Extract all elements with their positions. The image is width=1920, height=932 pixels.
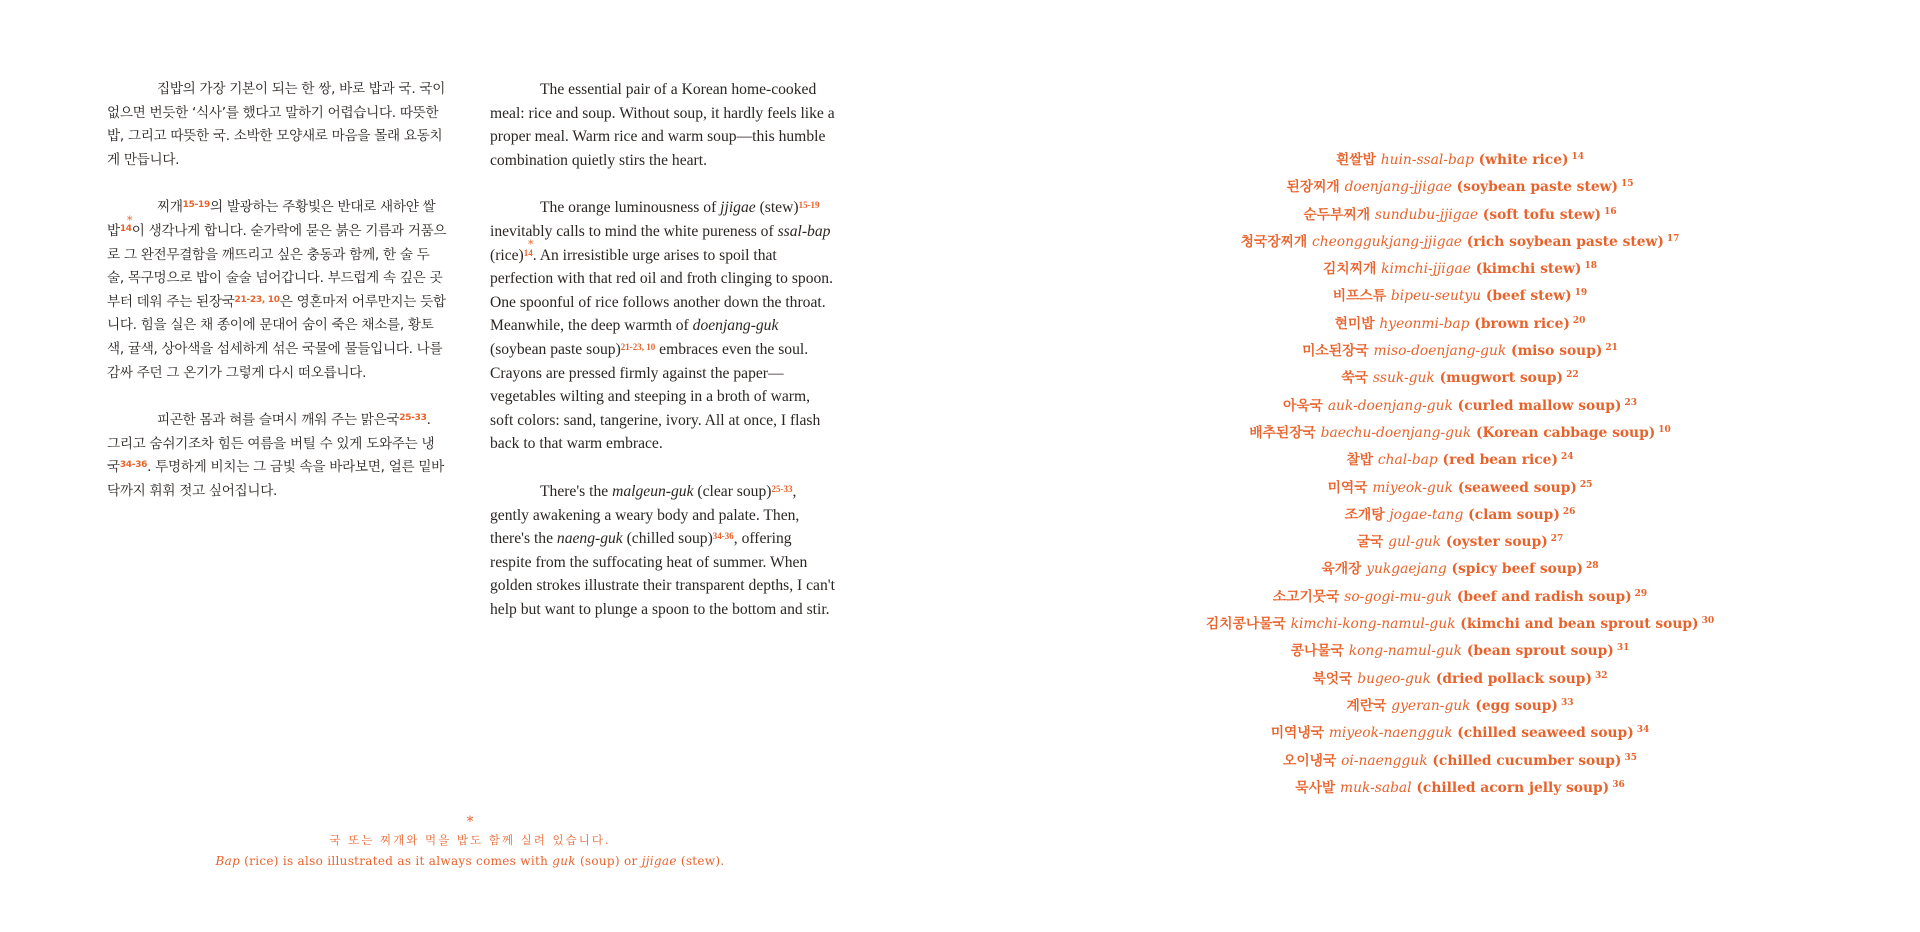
english-p3-text: There's the: [540, 482, 613, 500]
item-english-name: (egg soup): [1475, 697, 1558, 714]
item-romanization: miyeok-guk: [1372, 479, 1453, 496]
item-english-name: (seaweed soup): [1457, 479, 1577, 496]
english-p1-text: The essential pair of a Korean home-cooked meal: rice and soup. Without soup, it hardly feels like a proper meal. Warm rice and warm soup—this humble combination quietly stirs the heart.: [490, 81, 835, 169]
list-item: [1180, 745, 1740, 772]
item-page-number: 22: [1566, 370, 1579, 381]
item-page-number: 31: [1616, 643, 1630, 654]
item-korean-name: 현미밥: [1334, 315, 1375, 332]
list-item: [1180, 335, 1740, 362]
footnote-korean: 국 또는 찌개와 먹을 밥도 함께 실려 있습니다.: [329, 833, 611, 847]
korean-paragraph-1: [107, 78, 447, 172]
item-english-name: (bean sprout soup): [1466, 643, 1614, 660]
item-page-number: 19: [1574, 288, 1588, 299]
item-romanization: auk-doenjang-guk: [1327, 397, 1453, 414]
english-p2-text: embraces even the soul. Crayons are pressed firmly against the paper—vegetables wilting and steeping in a broth of warm, soft colors: sand, tangerine, ivory. All at once, I flash back to that warm embrace.: [490, 340, 821, 453]
footnote-asterisk: *: [466, 814, 474, 830]
item-romanization: jogae-tang: [1389, 506, 1464, 523]
list-item: [1180, 171, 1740, 198]
english-p2-text: (rice): [490, 246, 524, 264]
item-page-number: 33: [1560, 697, 1574, 708]
list-item: [1180, 308, 1740, 335]
item-romanization: so-gogi-mu-guk: [1344, 588, 1453, 605]
item-romanization: huin-ssal-bap: [1380, 152, 1474, 168]
page-footnote: [180, 816, 760, 868]
item-english-name: (dried pollack soup): [1435, 670, 1592, 687]
list-item: [1180, 280, 1740, 307]
item-page-number: 32: [1594, 670, 1608, 681]
item-korean-name: 비프스튜: [1332, 288, 1387, 305]
list-item: [1180, 444, 1740, 471]
footnote-ref: 14: [119, 223, 132, 234]
list-item: [1180, 199, 1740, 226]
footnote-ref: 25-33: [399, 413, 427, 424]
item-page-number: 16: [1604, 206, 1617, 217]
item-page-number: 28: [1586, 561, 1599, 572]
item-page-number: 20: [1572, 315, 1586, 326]
footnote-ref: 14: [523, 247, 533, 258]
item-english-name: (curled mallow soup): [1457, 397, 1622, 414]
item-romanization: kong-namul-guk: [1348, 643, 1463, 660]
list-item: [1180, 581, 1740, 608]
italic-term: ssal-bap: [777, 222, 831, 240]
footnote-ref: 21-23, 10: [620, 341, 656, 352]
item-korean-name: 묵사발: [1295, 779, 1336, 796]
asterisk-marker: *: [127, 214, 133, 227]
item-page-number: 17: [1666, 233, 1680, 244]
item-korean-name: 순두부찌개: [1303, 206, 1371, 223]
italic-term: naeng-guk: [556, 530, 623, 548]
item-english-name: (chilled cucumber soup): [1432, 752, 1622, 769]
item-romanization: bipeu-seutyu: [1390, 288, 1482, 305]
italic-term: jjigae: [641, 854, 677, 868]
footnote-english-text: (rice) is also illustrated as it always comes with: [240, 854, 553, 868]
item-english-name: (beef stew): [1485, 288, 1572, 305]
item-romanization: bugeo-guk: [1357, 670, 1432, 687]
italic-term: Bap: [215, 854, 241, 868]
english-p2-text: inevitably calls to mind the white pureness of: [490, 222, 778, 240]
item-page-number: 35: [1624, 752, 1637, 763]
item-korean-name: 쑥국: [1341, 370, 1369, 387]
item-korean-name: 계란국: [1346, 697, 1387, 714]
item-romanization: cheonggukjang-jjigae: [1312, 233, 1462, 250]
item-korean-name: 청국장찌개: [1240, 233, 1308, 250]
item-english-name: (kimchi and bean sprout soup): [1460, 616, 1699, 633]
item-romanization: doenjang-jjigae: [1344, 179, 1452, 196]
item-romanization: oi-naengguk: [1341, 752, 1428, 769]
footnote-ref: 21-23, 10: [234, 294, 280, 305]
item-english-name: (beef and radish soup): [1456, 588, 1632, 605]
item-english-name: (oyster soup): [1445, 534, 1548, 551]
item-english-name: (chilled seaweed soup): [1457, 725, 1634, 742]
italic-term: jjigae: [720, 199, 756, 217]
english-p3-text: (clear soup): [693, 482, 772, 500]
item-romanization: miyeok-naengguk: [1328, 725, 1453, 742]
list-item: [1180, 253, 1740, 280]
item-romanization: miso-doenjang-guk: [1373, 343, 1507, 360]
list-item: [1180, 362, 1740, 389]
list-item: [1180, 499, 1740, 526]
english-p2-text: The orange luminousness of: [540, 199, 721, 217]
item-english-name: (brown rice): [1474, 315, 1570, 332]
item-page-number: 34: [1636, 725, 1650, 736]
item-korean-name: 미역국: [1327, 479, 1368, 496]
item-page-number: 26: [1562, 506, 1576, 517]
item-romanization: baechu-doenjang-guk: [1320, 424, 1472, 441]
item-korean-name: 조개탕: [1344, 506, 1385, 523]
item-english-name: (mugwort soup): [1439, 370, 1564, 387]
english-p2-text: . An irresistible urge arises to spoil that perfection with that red oil and froth clinging to spoon. One spoonful of rice follows another down the throat. Meanwhile, the deep warmth of: [490, 246, 833, 335]
asterisk-marker: *: [528, 238, 534, 251]
korean-text-column: [107, 78, 447, 528]
item-english-name: (soft tofu stew): [1482, 206, 1602, 223]
footnote-english: [180, 854, 760, 868]
item-romanization: muk-sabal: [1340, 779, 1412, 796]
soup-index-list: [1180, 144, 1740, 799]
item-page-number: 18: [1584, 261, 1597, 272]
item-page-number: 14: [1571, 152, 1585, 162]
footnote-english-text: (soup) or: [575, 854, 642, 868]
list-item: [1180, 690, 1740, 717]
item-korean-name: 오이냉국: [1283, 752, 1337, 769]
english-paragraph-2: [490, 196, 835, 456]
footnote-ref: 34-36: [712, 531, 734, 542]
list-item: [1180, 472, 1740, 499]
korean-paragraph-3: [107, 409, 447, 503]
item-page-number: 10: [1658, 424, 1671, 435]
item-romanization: yukgaejang: [1366, 561, 1447, 578]
item-korean-name: 흰쌀밥: [1335, 152, 1376, 168]
item-korean-name: 된장찌개: [1286, 179, 1340, 196]
english-p3-text: (chilled soup): [622, 530, 713, 548]
footnote-english-text: (stew).: [676, 854, 725, 868]
item-romanization: kimchi-jjigae: [1381, 261, 1471, 278]
item-english-name: (red bean rice): [1442, 452, 1558, 469]
item-page-number: 30: [1701, 616, 1715, 627]
item-english-name: (white rice): [1478, 152, 1569, 168]
item-romanization: gyeran-guk: [1391, 697, 1471, 714]
item-english-name: (clam soup): [1468, 506, 1560, 523]
footnote-ref: 25-33: [771, 483, 793, 494]
list-item: [1180, 717, 1740, 744]
footnote-ref: 15-19: [182, 200, 210, 211]
item-page-number: 24: [1561, 452, 1574, 463]
item-page-number: 15: [1621, 179, 1634, 190]
item-english-name: (soybean paste stew): [1456, 179, 1619, 196]
item-romanization: ssuk-guk: [1372, 370, 1435, 387]
item-page-number: 27: [1550, 534, 1564, 545]
list-item: [1180, 417, 1740, 444]
item-english-name: (Korean cabbage soup): [1476, 424, 1656, 441]
korean-p2-text-c: 이 생각나게 합니다. 숟가락에 묻은 붉은 기름과 거품으로 그 완전무결함을 깨뜨리고 싶은 충동과 함께, 한 술 두 술, 목구멍으로 밥이 술술 넘어갑니다. 부드럽게 속 깊은 곳부터 데워 주는 된장국: [107, 222, 447, 310]
korean-p1-text: 집밥의 가장 기본이 되는 한 쌍, 바로 밥과 국. 국이 없으면 번듯한 ‘식사’를 했다고 말하기 어렵습니다. 따뜻한 밥, 그리고 따뜻한 국. 소박한 모양새로 마음을 몰래 요동치게 만듭니다.: [107, 81, 446, 168]
list-item: [1180, 390, 1740, 417]
korean-p2-text-d: 은 영혼마저 어루만지는 듯합니다. 힘을 실은 채 종이에 문대어 숨이 죽은 채소를, 황토색, 귤색, 상아색을 섬세하게 섞은 국물에 물들입니다. 나를 감싸 주던 그 온기가 그렇게 다시 떠오릅니다.: [107, 293, 446, 381]
list-item: [1180, 608, 1740, 635]
item-korean-name: 소고기뭇국: [1272, 588, 1340, 605]
item-korean-name: 아욱국: [1283, 397, 1323, 414]
item-korean-name: 찰밥: [1346, 452, 1374, 469]
english-paragraph-3: [490, 480, 835, 622]
item-korean-name: 김치콩나물국: [1205, 616, 1286, 633]
item-page-number: 21: [1605, 343, 1618, 354]
item-korean-name: 김치찌개: [1323, 261, 1377, 278]
item-english-name: (spicy beef soup): [1451, 561, 1584, 578]
item-korean-name: 굴국: [1356, 534, 1384, 551]
list-item: [1180, 553, 1740, 580]
item-romanization: gul-guk: [1388, 534, 1442, 551]
item-english-name: (chilled acorn jelly soup): [1416, 779, 1610, 796]
english-text-column: [490, 78, 835, 645]
list-item: [1180, 635, 1740, 662]
item-english-name: (kimchi stew): [1475, 261, 1582, 278]
list-item: [1180, 526, 1740, 553]
item-korean-name: 미역냉국: [1270, 725, 1325, 742]
korean-p2-text-a: 찌개: [157, 199, 183, 216]
korean-p3-text-c: . 투명하게 비치는 그 금빛 속을 바라보면, 얼른 밑바닥까지 휘휘 젓고 싶어집니다.: [107, 459, 444, 499]
item-english-name: (rich soybean paste stew): [1466, 233, 1664, 250]
korean-paragraph-2: [107, 196, 447, 385]
item-english-name: (miso soup): [1511, 343, 1603, 360]
english-p3-text: , offering respite from the suffocating heat of summer. When golden strokes illustrate their transparent depths, I can't help but want to plunge a spoon to the bottom and stir.: [490, 530, 835, 618]
item-korean-name: 북엇국: [1312, 670, 1353, 687]
item-romanization: kimchi-kong-namul-guk: [1290, 616, 1456, 633]
list-item: [1180, 663, 1740, 690]
item-romanization: sundubu-jjigae: [1374, 206, 1478, 223]
list-item: [1180, 226, 1740, 253]
english-paragraph-1: [490, 78, 835, 172]
item-romanization: chal-bap: [1377, 452, 1438, 469]
item-page-number: 29: [1634, 588, 1648, 599]
english-p2-text: (stew): [755, 199, 799, 217]
italic-term: malgeun-guk: [612, 482, 694, 500]
item-page-number: 25: [1579, 479, 1593, 490]
item-korean-name: 배추된장국: [1249, 424, 1316, 441]
footnote-ref: 34-36: [119, 460, 148, 471]
italic-term: doenjang-guk: [692, 317, 779, 335]
english-p3-text: , gently awakening a weary body and palate. Then, there's the: [490, 482, 800, 548]
english-p2-text: (soybean paste soup): [490, 340, 621, 358]
item-korean-name: 미소된장국: [1302, 343, 1369, 360]
korean-p3-text-a: 피곤한 몸과 혀를 슬며시 깨워 주는 맑은국: [157, 412, 400, 429]
item-page-number: 36: [1612, 779, 1625, 790]
list-item: [1180, 772, 1740, 799]
italic-term: guk: [552, 854, 576, 868]
korean-p3-text-b: . 그리고 숨쉬기조차 힘든 여름을 버틸 수 있게 도와주는 냉국: [107, 412, 435, 476]
footnote-ref: 15-19: [798, 200, 820, 211]
korean-p2-text-b: 의 발광하는 주황빛은 반대로 새하얀 쌀밥: [107, 199, 436, 239]
list-item: [1180, 144, 1740, 171]
item-page-number: 23: [1624, 397, 1637, 408]
item-romanization: hyeonmi-bap: [1379, 315, 1470, 332]
item-korean-name: 콩나물국: [1290, 643, 1344, 660]
item-korean-name: 육개장: [1321, 561, 1362, 578]
